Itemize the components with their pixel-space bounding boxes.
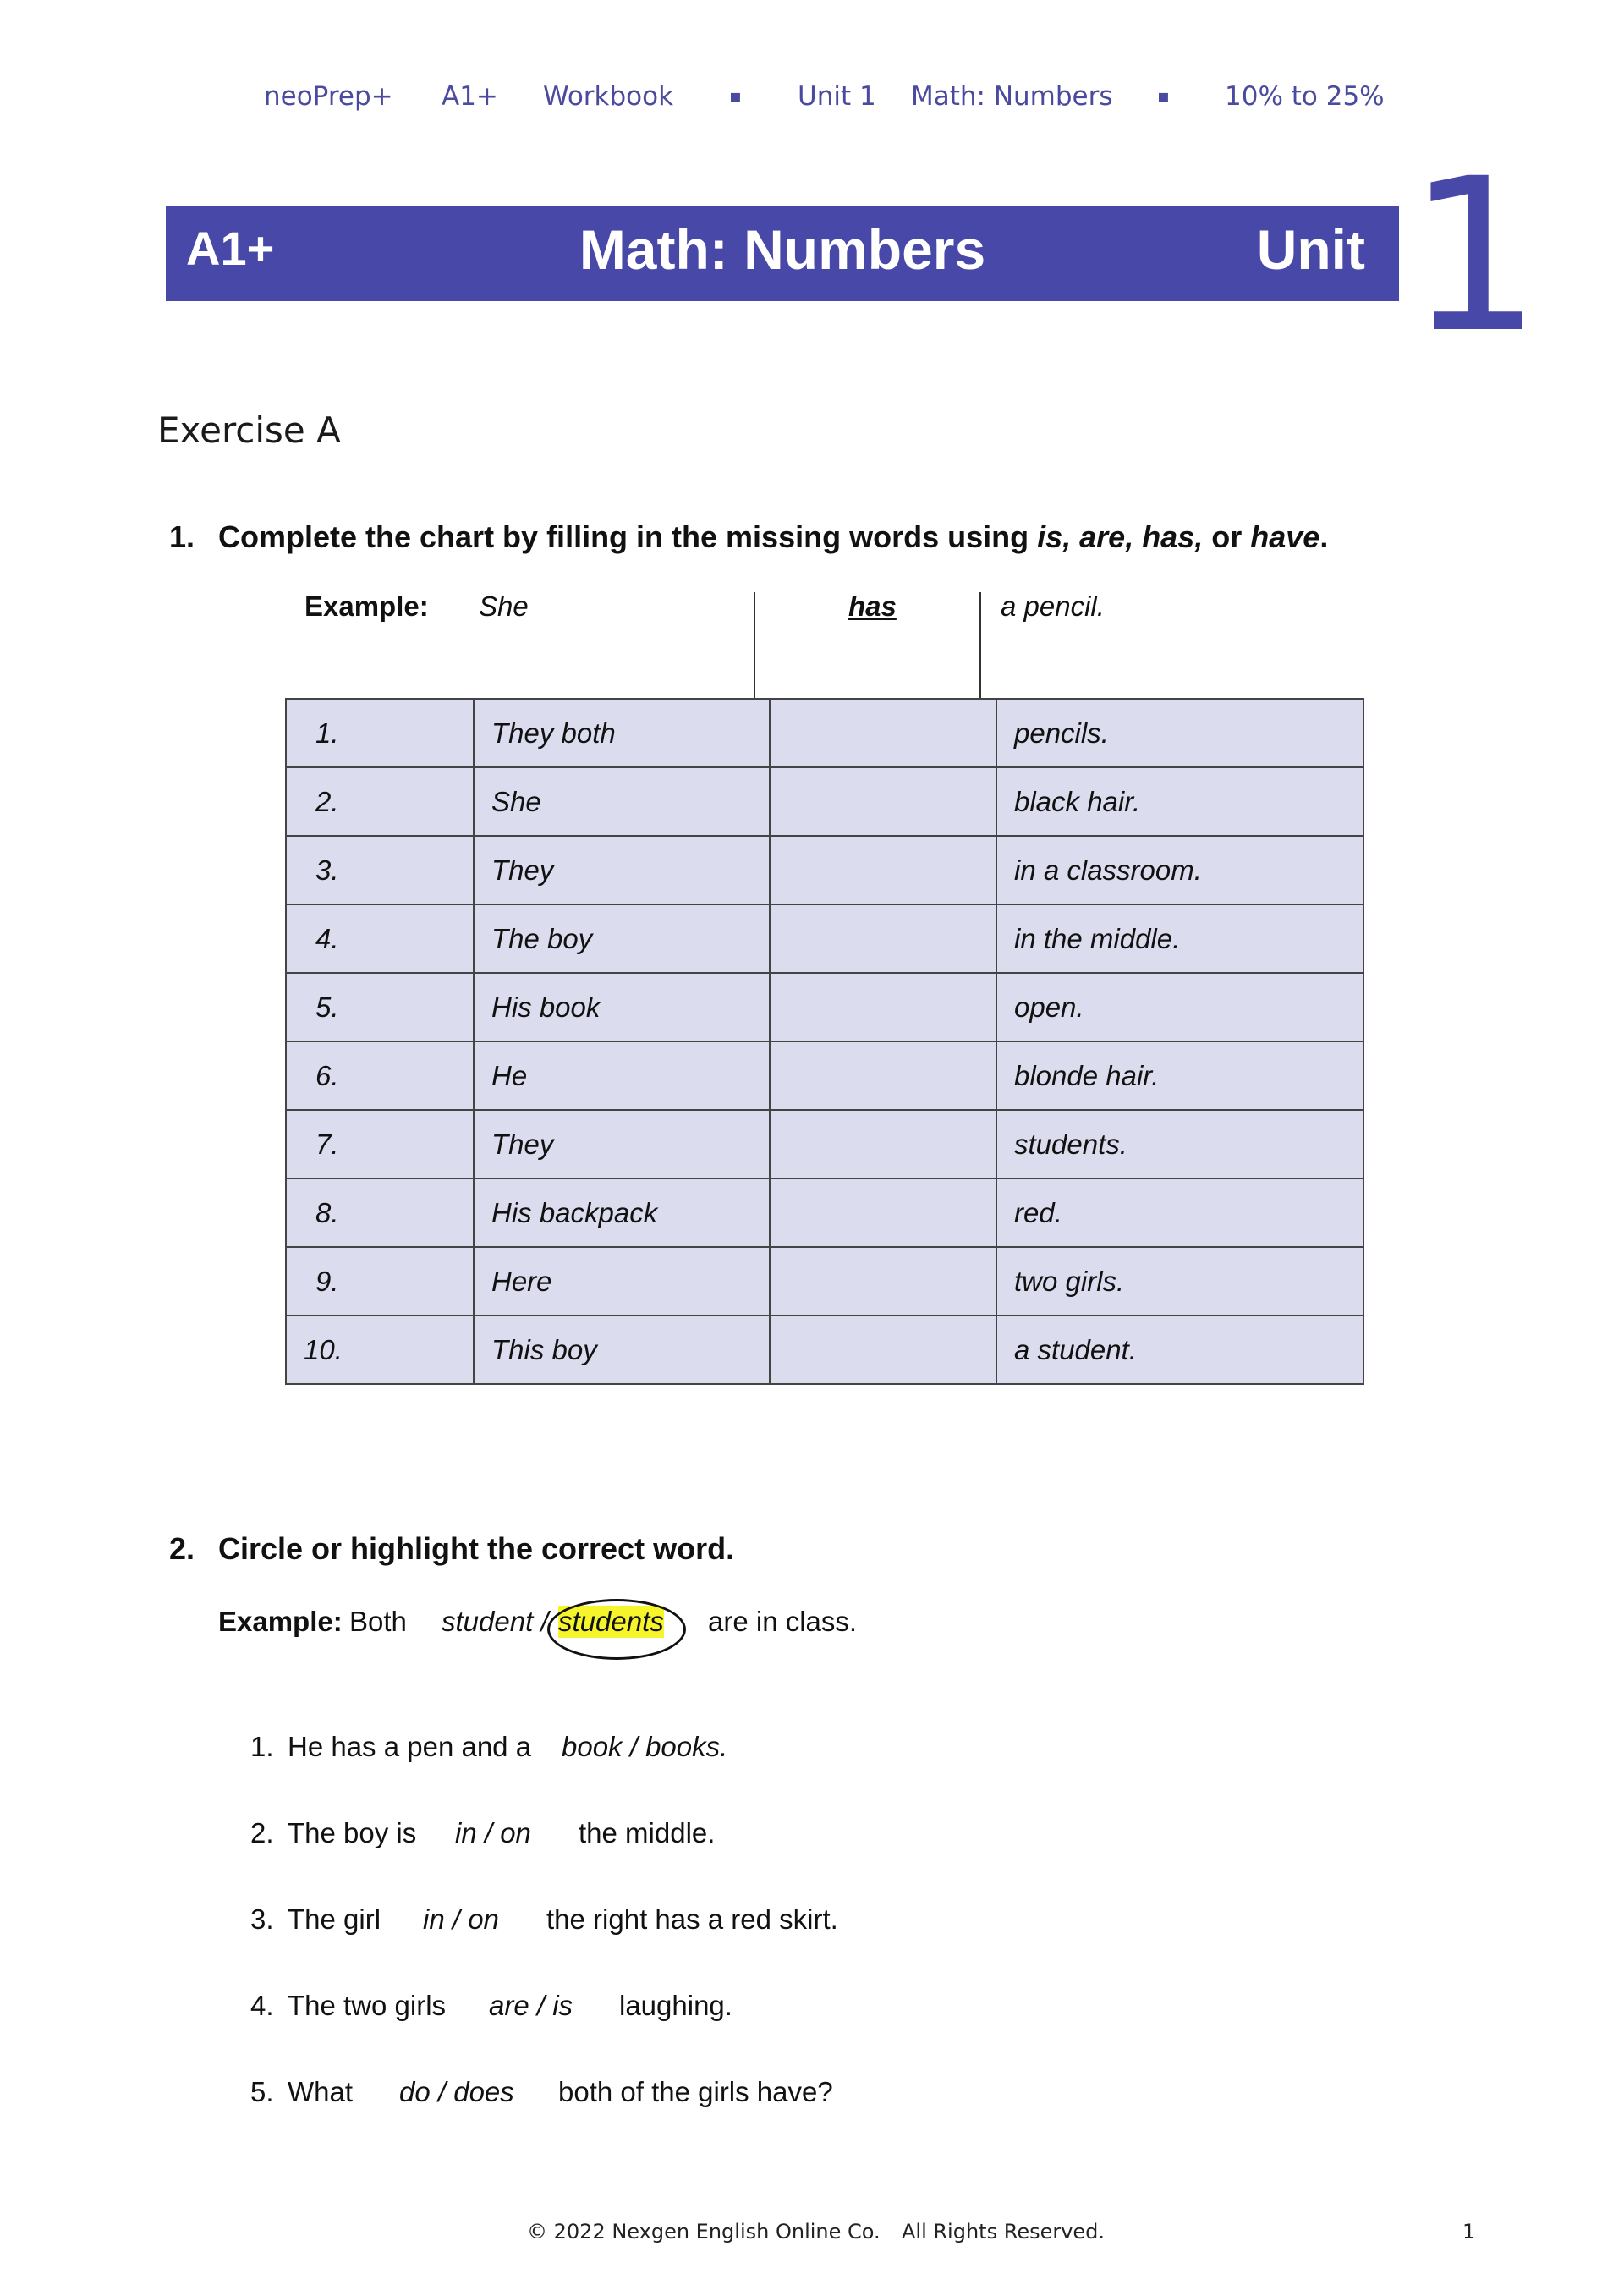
row-ending: in the middle. [996,904,1363,973]
table-row [286,1178,1363,1247]
header-nav [0,81,1624,124]
rights: All Rights Reserved. [902,2220,1106,2244]
table-row [286,836,1363,904]
row-number: 3. [286,836,474,904]
row-subject: They [474,836,770,904]
row-ending: a student. [996,1316,1363,1384]
banner-level: A1+ [186,222,275,275]
row-subject: Here [474,1247,770,1316]
item-number: 5. [250,2076,274,2107]
divider [979,592,981,700]
row-subject: They [474,1110,770,1178]
item-word-options[interactable]: book / books. [562,1731,728,1762]
row-subject: His book [474,973,770,1041]
row-subject: This boy [474,1316,770,1384]
row-ending: pencils. [996,699,1363,767]
answer-blank[interactable] [770,1316,996,1384]
answer-blank[interactable] [770,836,996,904]
row-number: 4. [286,904,474,973]
row-ending: two girls. [996,1247,1363,1316]
item-number: 4. [250,1990,274,2021]
table-row [286,1041,1363,1110]
row-subject: She [474,767,770,836]
answer-blank[interactable] [770,699,996,767]
example-label: Example: [304,590,429,622]
row-number: 8. [286,1178,474,1247]
item-word-options[interactable]: in / on [455,1817,531,1848]
page-title: Math: Numbers [579,218,986,281]
example-highlighted-option: students [558,1606,664,1637]
table-row [286,1247,1363,1316]
row-ending: students. [996,1110,1363,1178]
instruction-text: . [1320,519,1329,554]
nav-separator: ▪ [729,86,742,107]
answer-blank[interactable] [770,1178,996,1247]
answer-blank[interactable] [770,767,996,836]
row-number: 6. [286,1041,474,1110]
row-subject: His backpack [474,1178,770,1247]
item-sentence-start: What [288,2076,354,2107]
table-row [286,904,1363,973]
answer-blank[interactable] [770,973,996,1041]
example-ending: a pencil. [1001,590,1105,622]
page-number: 1 [1462,2220,1476,2244]
row-subject: He [474,1041,770,1110]
item-sentence-end: the right has a red skirt. [546,1903,838,1935]
item-sentence-start: The boy is [288,1817,417,1848]
row-ending: blonde hair. [996,1041,1363,1110]
table-row [286,1316,1363,1384]
item-word-options[interactable]: do / does [399,2076,514,2107]
example-circle [547,1599,686,1660]
example-end: are in class. [708,1606,858,1637]
nav-separator: ▪ [1157,86,1170,107]
banner-unit-label: Unit [1256,218,1365,281]
row-ending: red. [996,1178,1363,1247]
row-ending: black hair. [996,767,1363,836]
example-label: Example: [218,1606,343,1637]
fill-in-chart [285,698,1364,1385]
instruction-keywords: is, are, has, [1037,519,1204,554]
divider [754,592,755,700]
row-ending: in a classroom. [996,836,1363,904]
item-sentence-start: The two girls [288,1990,447,2021]
table-row [286,973,1363,1041]
item-sentence-end: both of the girls have? [558,2076,833,2107]
title-banner [166,206,1399,301]
question-number: 2. [169,1531,195,1566]
copyright: © 2022 Nexgen English Online Co. [527,2220,881,2244]
nav-brand: neoPrep+ [264,81,393,112]
question-1-instruction [169,519,1328,555]
table-row [286,699,1363,767]
unit-number: 1 [1407,133,1543,379]
row-number: 7. [286,1110,474,1178]
table-row [286,1110,1363,1178]
row-number: 9. [286,1247,474,1316]
example-start: Both [349,1606,407,1637]
row-number: 1. [286,699,474,767]
answer-blank[interactable] [770,1110,996,1178]
example-subject: She [479,590,529,622]
nav-level: A1+ [442,81,498,112]
row-number: 2. [286,767,474,836]
instruction-keywords: have [1250,519,1320,554]
table-row [286,767,1363,836]
question-number: 1. [169,519,195,554]
answer-blank[interactable] [770,1041,996,1110]
item-number: 3. [250,1903,274,1935]
question-2-instruction [169,1531,734,1567]
item-sentence-end: laughing. [619,1990,732,2021]
row-subject: They both [474,699,770,767]
example-option: student / [442,1606,549,1637]
footer [0,2220,1624,2254]
instruction-text: Complete the chart by filling in the missing words using [218,519,1038,554]
item-word-options[interactable]: are / is [489,1990,573,2021]
item-sentence-start: He has a pen and a [288,1731,532,1762]
row-subject: The boy [474,904,770,973]
row-number: 10. [286,1316,474,1384]
item-sentence-start: The girl [288,1903,381,1935]
instruction-text: Circle or highlight the correct word. [218,1531,735,1566]
example-answer: has [848,590,897,622]
answer-blank[interactable] [770,904,996,973]
row-ending: open. [996,973,1363,1041]
item-word-options[interactable]: in / on [423,1903,499,1935]
nav-book: Workbook [543,81,674,112]
item-number: 1. [250,1731,274,1762]
answer-blank[interactable] [770,1247,996,1316]
row-number: 5. [286,973,474,1041]
nav-range: 10% to 25% [1225,81,1385,112]
nav-topic: Math: Numbers [911,81,1113,112]
instruction-text: or [1203,519,1251,554]
item-sentence-end: the middle. [579,1817,716,1848]
exercise-heading: Exercise A [157,409,341,451]
nav-unit: Unit 1 [798,81,876,112]
item-number: 2. [250,1817,274,1848]
